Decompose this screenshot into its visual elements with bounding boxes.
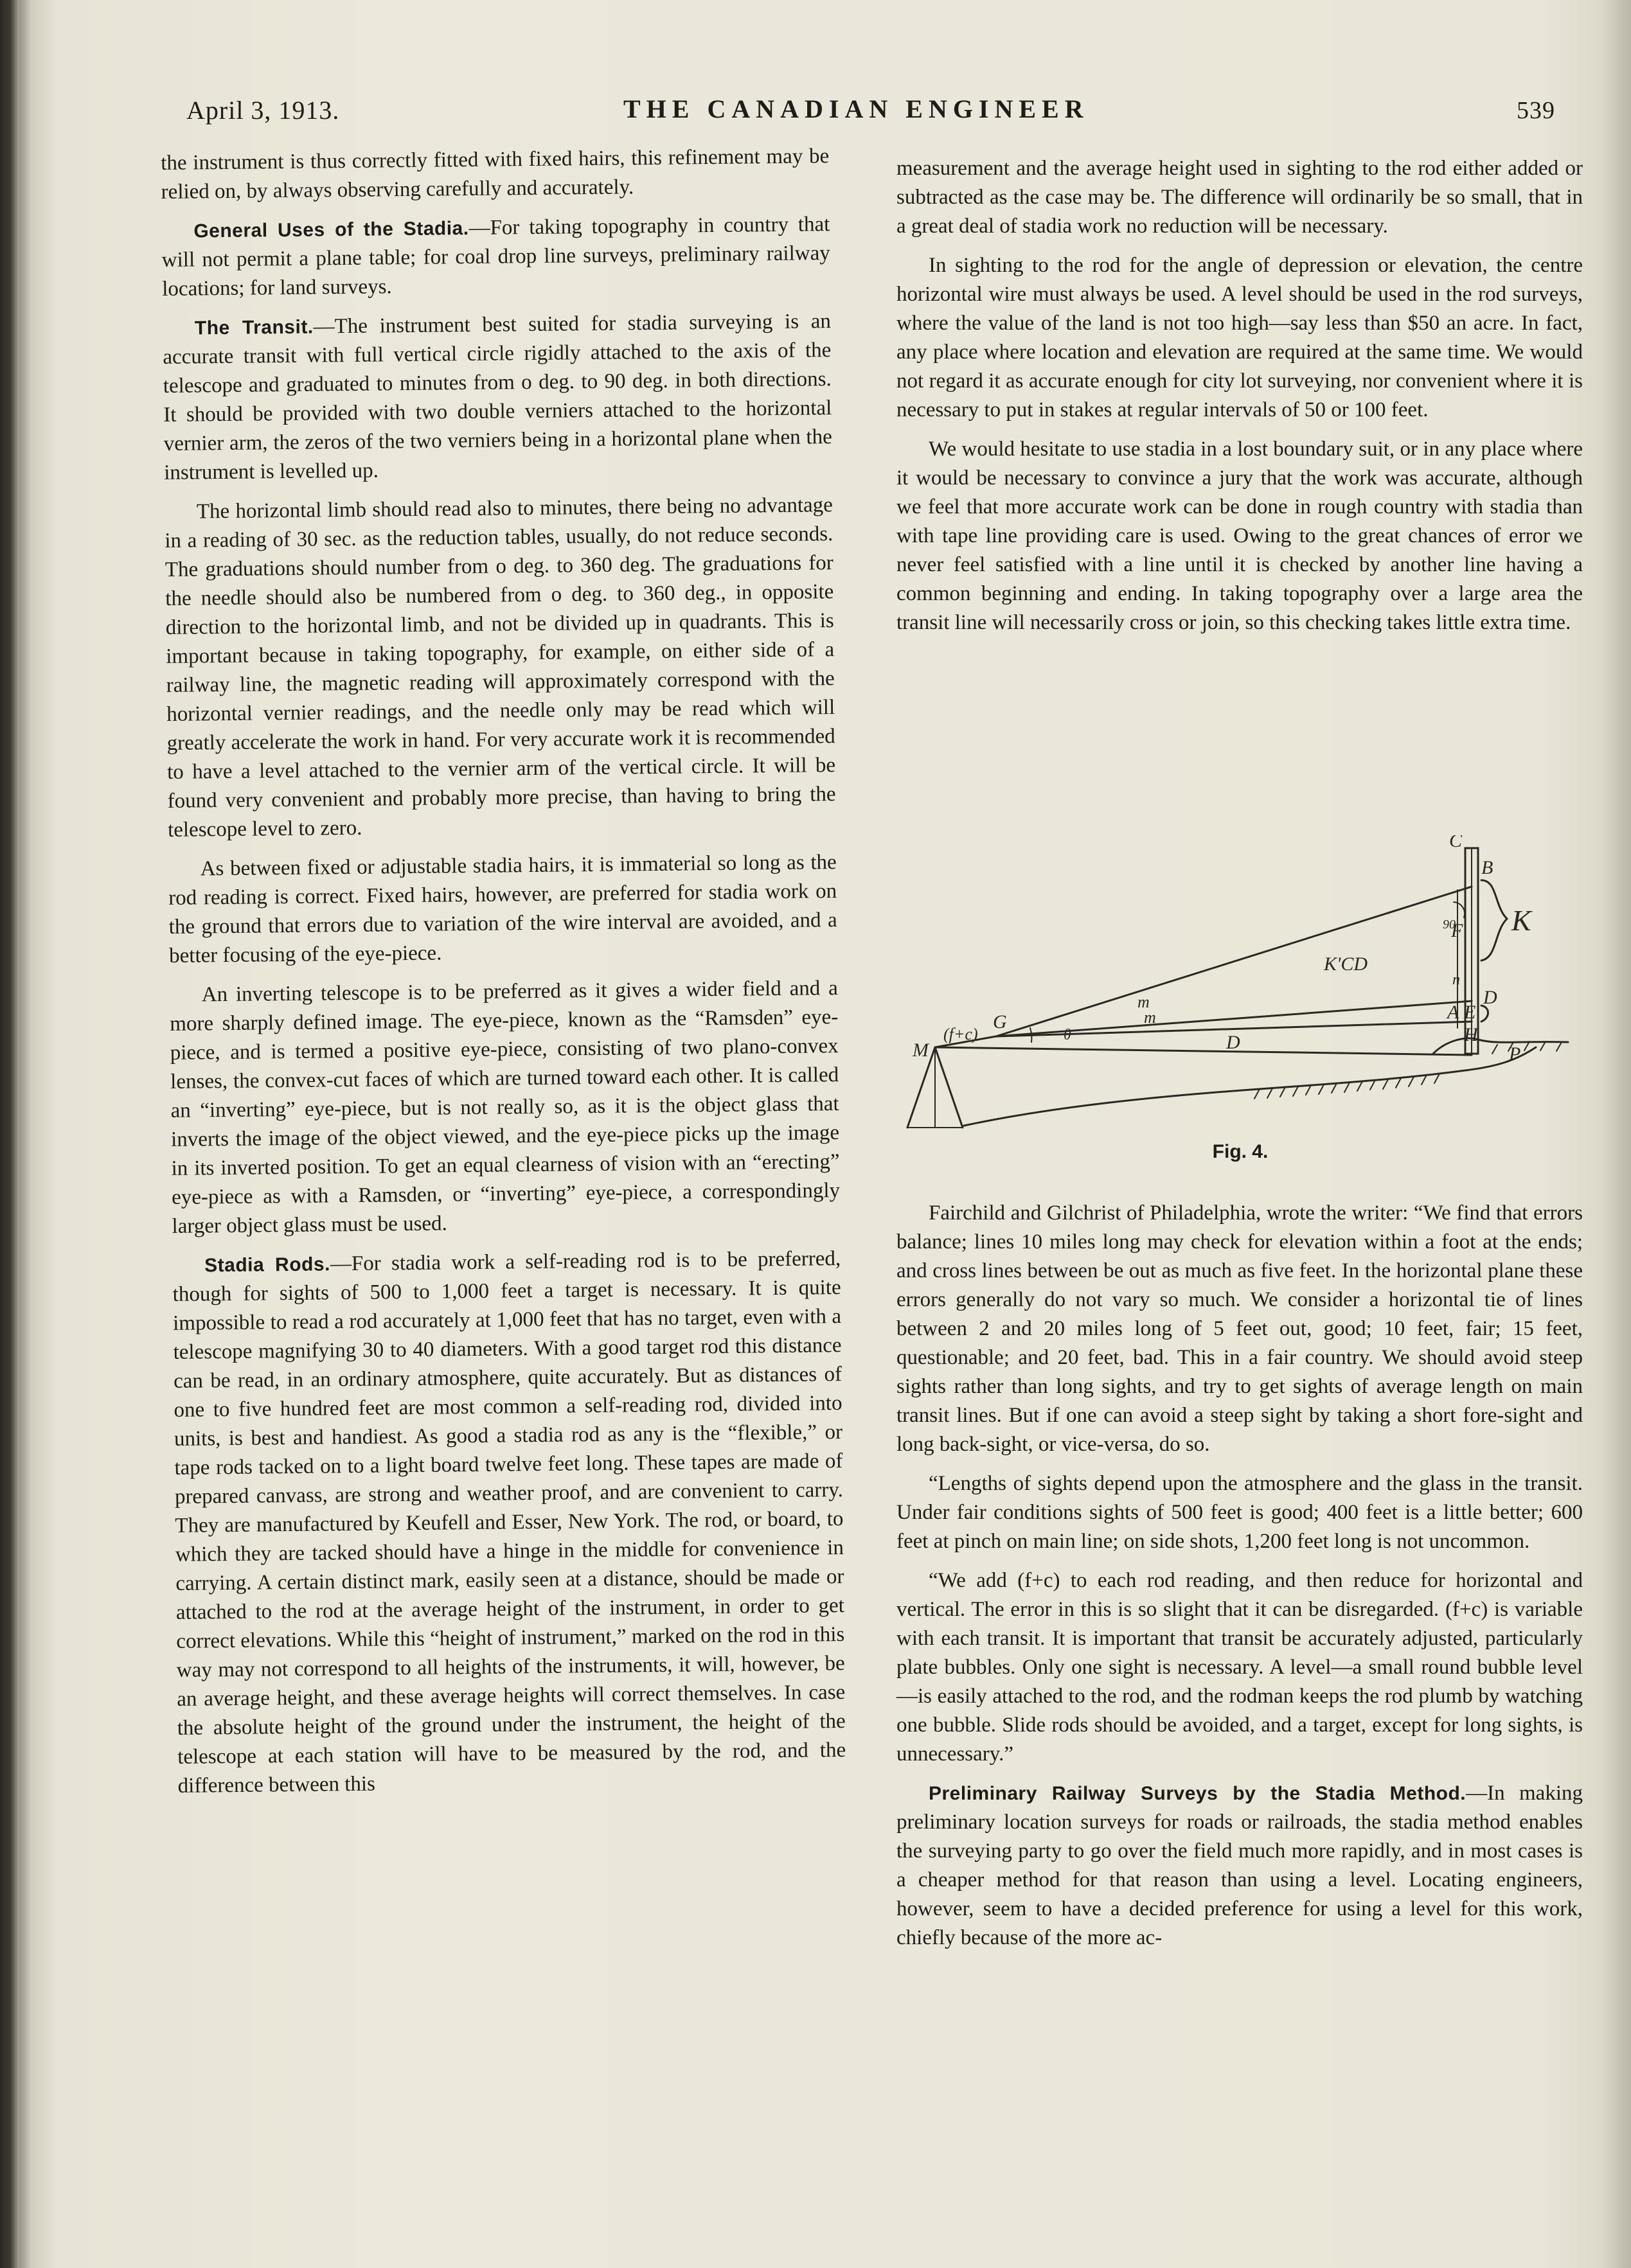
label-angle-90: 90 <box>1443 917 1456 932</box>
paragraph-inverting-telescope: An inverting telescope is to be preferred as it gives a wider field and a more sharply defined image. The eye-piece, known as the “Ramsden” eye-piece, and is termed a positive eye-piece, consisting of two plano-convex lenses, the convex-cut faces of which are turned toward each other. It is called an “inverting” eye-piece, but is not really so, as it is the object glass that inverts the image of the object viewed, and the eye-piece picks up the image in its inverted position. To get an equal clearness of vision with an “erecting” eye-piece as with a Ramsden, or “inverting” eye-piece, a correspondingly larger object glass must be used. <box>170 977 841 1238</box>
ground-profile <box>964 1047 1536 1126</box>
right-angle-arc <box>1454 902 1465 917</box>
paragraph-hesitate: We would hesitate to use stadia in a lost boundary suit, or in any place where it would be necessary to convince a jury that the work was accurate, although we feel that more accurate work can be done in rough country with stadia than with tape line providing care is used. Owing to the great chances of error we never feel satisfied with a line until it is checked by another line having a common beginning and ending. In taking topography over a large area the transit line will necessarily cross or join, so this checking takes little extra time. <box>896 438 1583 634</box>
label-c: C <box>1449 835 1463 851</box>
label-f-plus-c: (f+c) <box>943 1025 978 1043</box>
horizontal-line-mp <box>935 1047 1472 1055</box>
paragraph-sight-lengths: “Lengths of sights depend upon the atmosphere and the glass in the transit. Under fair conditions sights of 500 feet is good; 400 feet is a little better; 600 feet at pinch on main line; on side shots, 1,200 feet long is not uncommon. <box>896 1472 1583 1553</box>
section-general-uses <box>161 210 830 304</box>
label-n: n <box>1452 971 1460 988</box>
paragraph-f-plus-c: “We add (f+c) to each rod reading, and then reduce for horizontal and vertical. The error in this is so slight that it can be disregarded. (f+c) is variable with each transit. It is important that transit be accurately adjusted, particularly plate bubbles. Only one sight is necessary. A level—a small round bubble level—is easily attached to the rod, and the rodman keeps the rod plumb by watching one bubble. Slide rods should be avoided, and a target, except for long sights, is unnecessary.” <box>896 1569 1583 1766</box>
label-b: B <box>1481 857 1493 878</box>
section-text: —For stadia work a self-reading rod is to be preferred, though for sights of 500 to 1,000 feet a target is necessary. It is quite impossible to read a rod accurately at 1,000 feet that has no target, even with a telescope magnifying 30 to 40 diameters. With a good target rod this distance can be read, in an ordinary atmosphere, quite accurately. But as distances of one to five hundred feet are most common a self-reading rod, divided into units, is best and handiest. As good a stadia rod as any is the “flexible,” or tape rods tacked on to a light board twelve feet long. These tapes are made of prepared canvass, are strong and weather proof, and are convenient to carry. They are manufactured by Keufell and Esser, New York. The rod, or board, to which they are tacked should have a hinge in the middle for convenience in carrying. A certain distinct mark, easily seen at a distance, should be made or attached to the rod at the average height of the instrument, in order to get correct elevations. While this “height of instrument,” marked on the rod in this way may not correspond to all heights of the instruments, it will, however, be an average height, and these average heights will correct themselves. In case the absolute height of the ground under the instrument, the height of the telescope at each station will have to be measured by the rod, and the difference between this <box>172 1247 846 1798</box>
section-heading: Preliminary Railway Surveys by the Stadia Method. <box>929 1783 1466 1804</box>
label-m-upper: m <box>1137 993 1150 1011</box>
page-number: 539 <box>1517 97 1555 124</box>
tripod-leg <box>935 1047 963 1128</box>
label-m-lower: m <box>1144 1008 1156 1027</box>
label-h: H <box>1464 1024 1478 1045</box>
section-heading: General Uses of the Stadia. <box>193 217 469 242</box>
label-d-point: D <box>1483 987 1497 1008</box>
label-theta: θ <box>1064 1027 1071 1043</box>
label-p: P <box>1509 1043 1521 1065</box>
book-binding-shadow <box>14 0 19 2268</box>
section-heading: The Transit. <box>194 316 314 339</box>
ground-near-rod <box>1433 1038 1568 1054</box>
section-heading: Stadia Rods. <box>204 1254 331 1277</box>
paragraph-fairchild-quote: Fairchild and Gilchrist of Philadelphia, wrote the writer: “We find that errors balance; lines 10 miles long may check for elevation within a foot at the ends; and cross lines between be out as much as five feet. In the horizontal plane these errors generally do not vary so much. We consider a horizontal tie of lines between 2 and 20 miles long of 5 feet out, good; 10 feet, fair; 15 feet, questionable; and 20 feet, bad. This in a fair country. We should avoid steep sights rather than long sights, and try to get sights of average length on main transit lines. But if one can avoid a steep sight by taking a short fore-sight and long back-sight, or vice-versa, do so. <box>896 1201 1583 1456</box>
section-preliminary-railway <box>896 1779 1583 1953</box>
paragraph-horizontal-limb: The horizontal limb should read also to minutes, there being no advantage in a reading of 30 sec. as the reduction tables, usually, do not reduce seconds. The graduations should number from o deg. to 360 deg. The graduations for the needle should also be numbered from o deg. to 360 deg., in opposite direction to the horizontal limb, and not be divided up in quadrants. This is important because in taking topography, for example, on either side of a railway line, the magnetic reading will approximately correspond with the horizontal vernier readings, and the needle only may be read which will greatly accelerate the work in hand. For very accurate work it is recommended to have a level attached to the vernier arm of the vertical circle. It will be found very convenient and probably more precise, than having to bring the telescope level to zero. <box>165 493 836 842</box>
section-transit <box>163 307 833 488</box>
paragraph-continuation: the instrument is thus correctly fitted with fixed hairs, this refinement may be relied on, by always observing carefully and accurately. <box>161 145 830 204</box>
journal-title: THE CANADIAN ENGINEER <box>623 94 1089 123</box>
label-kcd: K'CD <box>1324 953 1368 975</box>
k-interval-brace <box>1481 880 1507 961</box>
section-text: —For taking topography in country that will not permit a plane table; for coal drop line surveys, preliminary railway locations; for land surveys. <box>161 213 830 301</box>
section-text: —In making preliminary location surveys for roads or railroads, the stadia method enables the surveying party to go over the field much more rapidly, and in most cases is a cheaper method for that reason than using a level. Locating engineers, however, seem to have a decided preference for using a level for this work, chiefly because of the more ac- <box>896 1782 1583 1949</box>
issue-date: April 3, 1913. <box>186 96 340 125</box>
right-column-upper <box>896 154 1583 648</box>
paragraph-stadia-hairs: As between fixed or adjustable stadia hairs, it is immaterial so long as the rod reading is correct. Fixed hairs, however, are preferred for stadia work on the ground that errors due to variation of the wire interval are avoided, and a better focusing of the eye-piece. <box>168 851 837 968</box>
sight-line-upper <box>996 887 1472 1036</box>
paragraph-sighting: In sighting to the rod for the angle of depression or elevation, the centre horizontal wire must always be used. A level should be used in the rod surveys, where the value of the land is not too high—say less than $50 an acre. In fact, any place where location and elevation are required at the same time. We would not regard it as accurate enough for city lot surveying, nor convenient where it is necessary to put in stakes at regular intervals of 50 or 100 feet. <box>896 254 1583 421</box>
label-f: F <box>1451 920 1463 941</box>
label-d-line: D <box>1226 1032 1240 1053</box>
paragraph-continuation: measurement and the average height used in sighting to the rod either added or subtracted as the case may be. The difference will ordinarily be so small, that in a great deal of stadia work no reduction will be necessary. <box>896 157 1583 238</box>
left-column <box>161 142 846 1811</box>
label-a: A <box>1447 1002 1459 1023</box>
label-k: K <box>1511 904 1531 937</box>
label-m: M <box>913 1040 929 1061</box>
section-stadia-rods <box>172 1245 846 1801</box>
stadia-diagram-fig4 <box>900 835 1581 1156</box>
section-text: —The instrument best suited for stadia surveying is an accurate transit with full vertical circle rigidly attached to the axis of the telescope and graduated to minutes from o deg. to 90 deg. in both directions. It should be provided with two double verniers attached to the horizontal vernier arm, the zeros of the two verniers being in a horizontal plane when the instrument is levelled up. <box>163 310 832 484</box>
running-header <box>0 90 1631 135</box>
right-column-lower <box>896 1199 1583 1963</box>
label-e: E <box>1464 1002 1476 1023</box>
label-g: G <box>993 1011 1007 1032</box>
figure-caption: Fig. 4. <box>1212 1141 1269 1162</box>
